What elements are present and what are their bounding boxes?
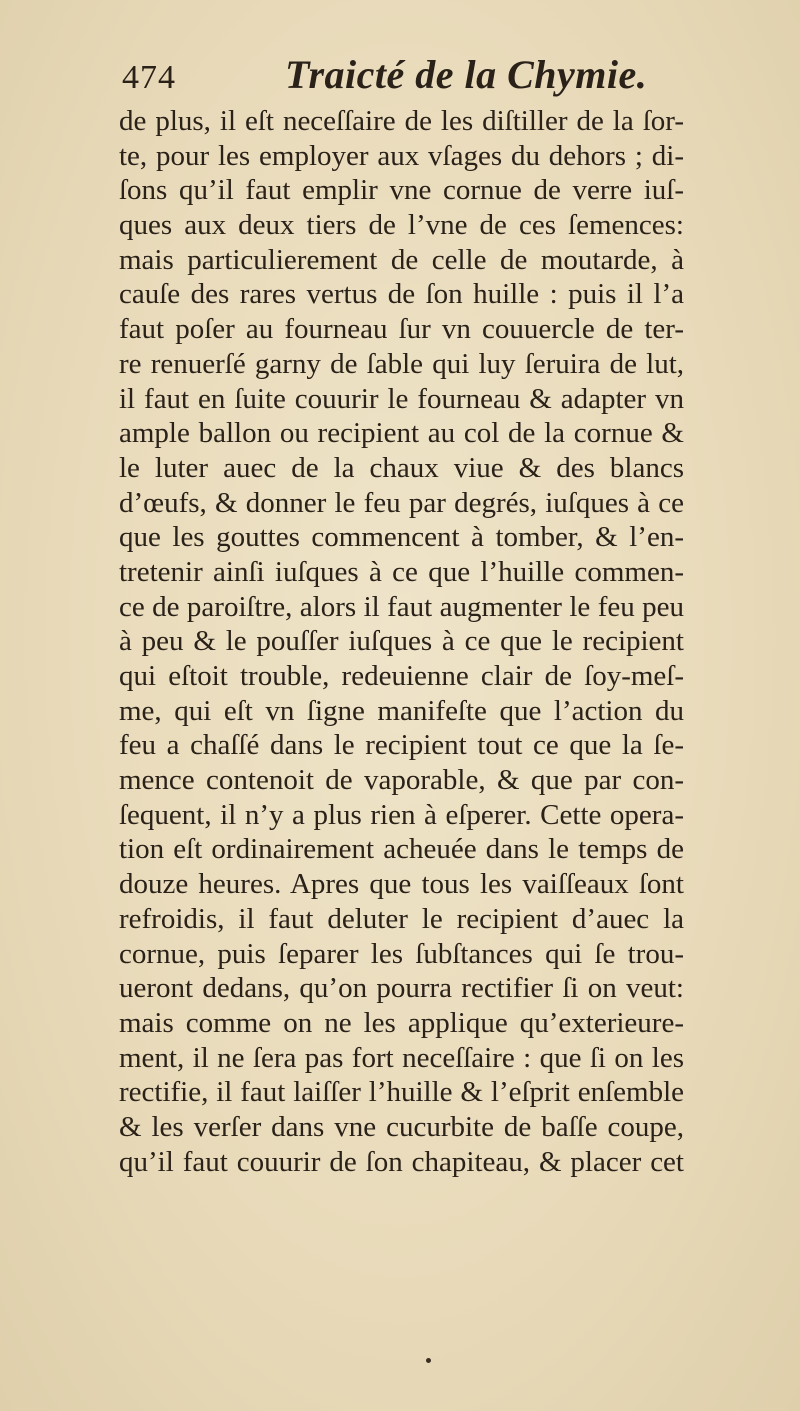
running-title: Traicté de la Chymie.: [285, 52, 648, 97]
text-line: ment, il ne ſera pas fort neceſſaire : que ſi on les: [119, 1041, 684, 1074]
text-line: d’œufs, & donner le feu par degrés, iuſques à ce: [119, 486, 684, 519]
text-line: refroidis, il faut deluter le recipient d’auec la: [119, 902, 684, 935]
text-line: ques aux deux tiers de l’vne de ces ſemences:: [119, 209, 684, 242]
text-line: qui eſtoit trouble, redeuienne clair de ſoy-meſ-: [119, 660, 684, 692]
text-line: que les gouttes commencent à tomber, & l’en-: [119, 521, 684, 554]
text-line: tion eſt ordinairement acheuée dans le temps de: [119, 833, 684, 866]
text-line: qu’il faut couurir de ſon chapiteau, & placer cet: [119, 1145, 684, 1178]
text-line: me, qui eſt vn ſigne manifeſte que l’action du: [119, 694, 684, 727]
text-line: ſequent, il n’y a plus rien à eſperer. Cette opera-: [119, 798, 684, 831]
ink-dot-ornament: [426, 1358, 431, 1363]
text-line: ſons qu’il faut emplir vne cornue de verre iuſ-: [119, 174, 684, 207]
text-line: tretenir ainſi iuſques à ce que l’huille commen-: [119, 555, 684, 588]
text-line: mence contenoit de vaporable, & que par con-: [119, 764, 684, 797]
text-line: ample ballon ou recipient au col de la cornue &: [119, 417, 684, 450]
text-line: feu a chaſſé dans le recipient tout ce que la ſe-: [119, 729, 684, 762]
text-line: mais particulierement de celle de moutarde, à: [119, 243, 684, 276]
text-line: ce de paroiſtre, alors il faut augmenter le feu peu: [119, 590, 684, 623]
page-number: 474: [122, 59, 176, 96]
text-line: cornue, puis ſeparer les ſubſtances qui ſe trou-: [119, 937, 684, 970]
text-line: mais comme on ne les applique qu’exterieure-: [119, 1006, 684, 1039]
text-line: rectifie, il faut laiſſer l’huille & l’eſprit enſemble: [119, 1076, 684, 1109]
text-line: il faut en ſuite couurir le fourneau & adapter vn: [119, 382, 684, 415]
text-line: te, pour les employer aux vſages du dehors ; di-: [119, 139, 684, 172]
text-line: cauſe des rares vertus de ſon huille : puis il l’a: [119, 278, 684, 311]
text-line: ueront dedans, qu’on pourra rectifier ſi on veut:: [119, 972, 684, 1005]
text-line: de plus, il eſt neceſſaire de les diſtiller de la ſor-: [119, 105, 684, 137]
body-text: [119, 104, 684, 1179]
text-line: & les verſer dans vne cucurbite de baſſe coupe,: [119, 1110, 684, 1143]
text-line: le luter auec de la chaux viue & des blancs: [119, 451, 684, 484]
text-line: à peu & le pouſſer iuſques à ce que le recipient: [119, 625, 684, 658]
page-header: [120, 52, 680, 102]
text-line: re renuerſé garny de ſable qui luy ſeruira de lut,: [119, 347, 684, 380]
text-line: faut poſer au fourneau ſur vn couuercle de ter-: [119, 313, 684, 346]
text-line: douze heures. Apres que tous les vaiſſeaux ſont: [119, 868, 684, 901]
